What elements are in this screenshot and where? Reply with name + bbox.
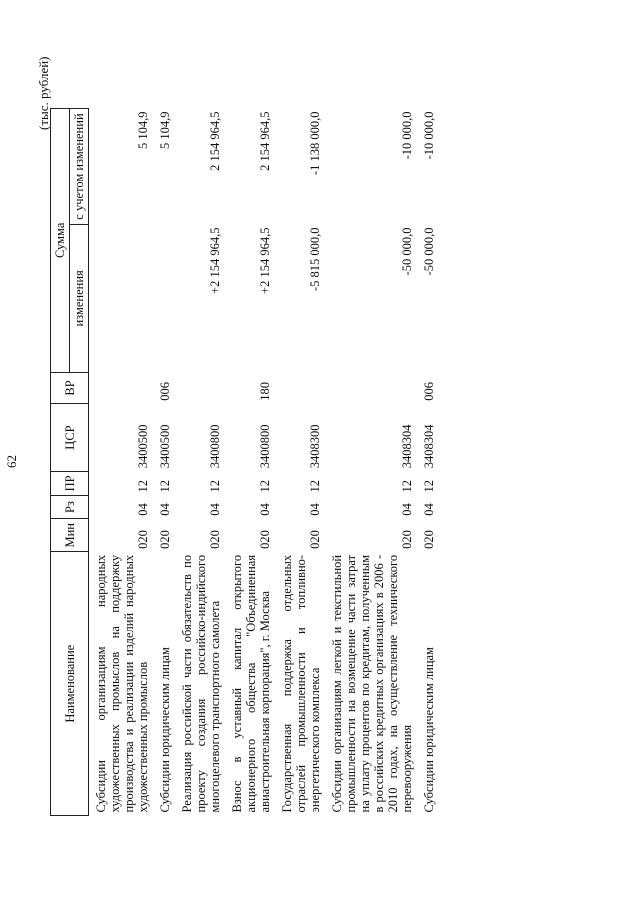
table-row (175, 109, 225, 816)
row-pr: 12 (208, 480, 222, 493)
row-rz: 04 (158, 503, 172, 516)
budget-table (50, 108, 439, 816)
header-vr: ВР (51, 372, 89, 404)
row-changes: -50 000,0 (400, 227, 414, 276)
row-name: Реализация российской части обязательств по проекту создания российско-индийского многоцелевого транспортного самолета (180, 554, 222, 813)
table-body (89, 109, 440, 816)
row-csr: 3408304 (422, 424, 436, 469)
header-changes: изменения (70, 225, 89, 373)
table-row (153, 109, 175, 816)
row-total: 5 104,9 (136, 111, 150, 149)
table-row (325, 109, 417, 816)
row-rz: 04 (208, 503, 222, 516)
row-vr: 006 (422, 382, 436, 401)
row-name: Субсидии организациям народных художественных промыслов на поддержку производства и реализации изделий народных художественных промыслов (94, 554, 150, 813)
row-changes: +2 154 964,5 (208, 227, 222, 294)
row-changes (89, 225, 154, 373)
row-total: -1 138 000,0 (308, 111, 322, 176)
header-rz: Рз (51, 496, 89, 519)
row-total: -10 000,0 (422, 111, 436, 160)
header-pr: ПР (51, 471, 89, 495)
row-vr: 180 (258, 382, 272, 401)
row-csr: 3400800 (208, 424, 222, 469)
table-row (275, 109, 325, 816)
row-min: 020 (422, 530, 436, 549)
row-min: 020 (136, 530, 150, 549)
row-vr (325, 372, 417, 404)
row-name: Субсидии организациям легкой и текстильной промышленности на возмещение части затрат на уплату процентов по кредитам, полученным в российских кредитных организациях в 2006 - 2010 годах, на осуществление технического перевооружения (330, 554, 414, 813)
row-min: 020 (258, 530, 272, 549)
row-min: 020 (308, 530, 322, 549)
header-sum: Сумма (51, 109, 70, 373)
table-row (417, 109, 439, 816)
row-name: Субсидии юридическим лицам (422, 647, 436, 813)
row-csr: 3400500 (158, 424, 172, 469)
row-min: 020 (158, 530, 172, 549)
row-rz: 04 (422, 503, 436, 516)
header-name: Наименование (51, 552, 89, 816)
header-min: Мин (51, 519, 89, 552)
row-pr: 12 (258, 480, 272, 493)
row-csr: 3400800 (258, 424, 272, 469)
row-vr (89, 372, 154, 404)
row-changes (153, 225, 175, 373)
row-csr: 3408304 (400, 424, 414, 469)
header-csr: ЦСР (51, 404, 89, 471)
units-note: (тыс. рублей) (36, 56, 51, 130)
row-rz: 04 (136, 503, 150, 516)
row-pr: 12 (422, 480, 436, 493)
row-min: 020 (208, 530, 222, 549)
row-pr: 12 (136, 480, 150, 493)
row-rz: 04 (258, 503, 272, 516)
row-changes: -50 000,0 (422, 227, 436, 276)
row-min: 020 (400, 530, 414, 549)
row-vr (175, 372, 225, 404)
row-total: 2 154 964,5 (208, 111, 222, 171)
row-total: 2 154 964,5 (258, 111, 272, 171)
row-pr: 12 (400, 480, 414, 493)
row-changes: +2 154 964,5 (258, 227, 272, 294)
page-number: 62 (4, 455, 19, 468)
table-row (89, 109, 154, 816)
header-with-changes: с учетом изменений (70, 109, 89, 225)
table-header (51, 109, 89, 816)
row-csr: 3400500 (136, 424, 150, 469)
row-vr (275, 372, 325, 404)
row-pr: 12 (158, 480, 172, 493)
row-name: Субсидии юридическим лицам (158, 647, 172, 813)
row-changes: -5 815 000,0 (308, 227, 322, 292)
row-name: Государственная поддержка отдельных отраслей промышленности и топливно-энергетического комплекса (280, 554, 322, 813)
row-rz: 04 (308, 503, 322, 516)
row-vr: 006 (158, 382, 172, 401)
table-row (225, 109, 275, 816)
row-pr: 12 (308, 480, 322, 493)
row-csr: 3408300 (308, 424, 322, 469)
row-total: 5 104,9 (158, 111, 172, 149)
row-rz: 04 (400, 503, 414, 516)
row-name: Взнос в уставный капитал открытого акционерного общества "Объединенная авиастроительная корпорация", г. Москва (230, 554, 272, 813)
row-total: -10 000,0 (400, 111, 414, 160)
